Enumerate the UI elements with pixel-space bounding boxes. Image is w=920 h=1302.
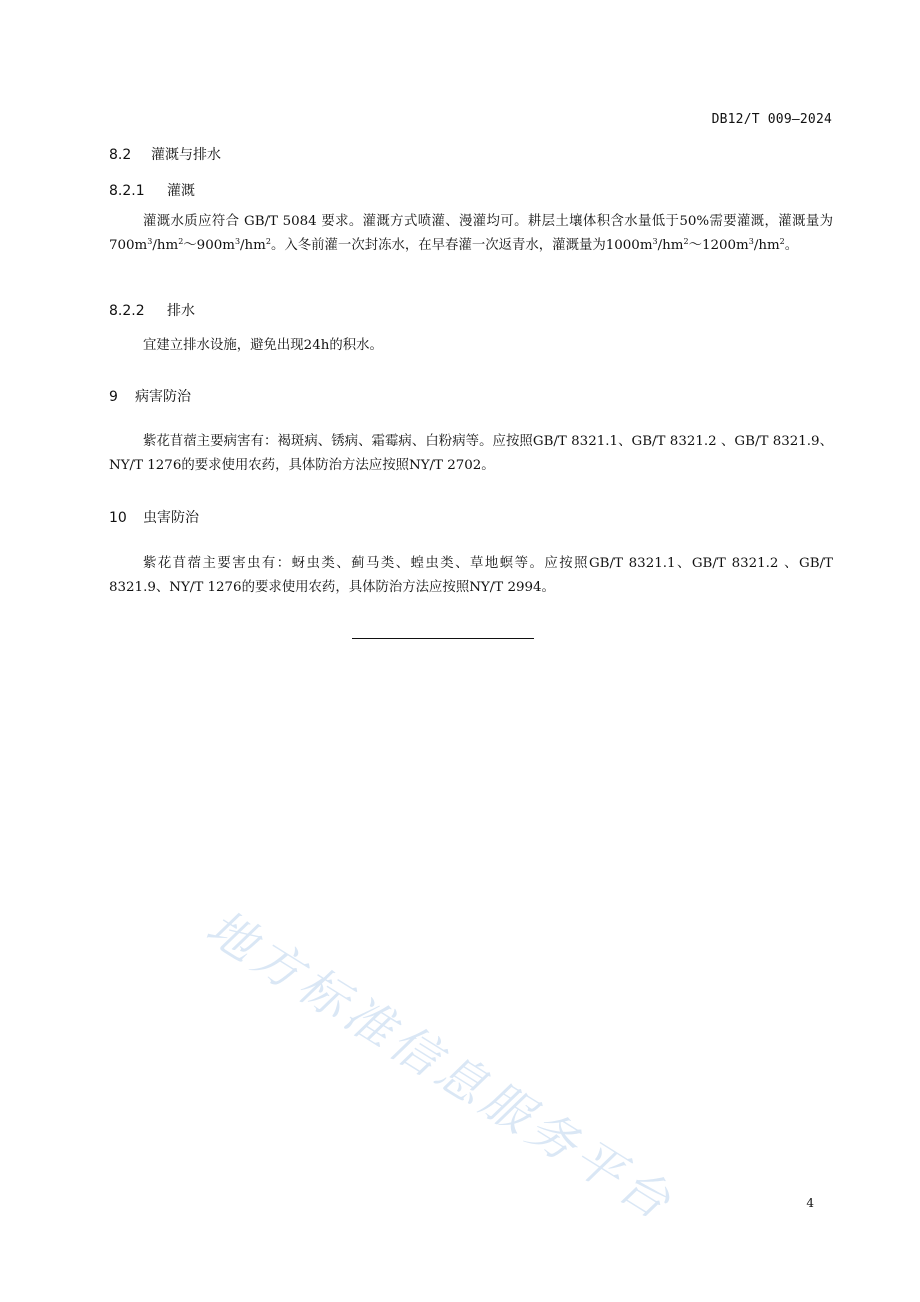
document-code: DB12/T 009—2024 — [711, 112, 832, 127]
heading-title: 灌溉与排水 — [151, 147, 221, 163]
heading-8-2-1 — [109, 180, 195, 200]
paragraph-disease-control: 紫花苜蓿主要病害有：褐斑病、锈病、霜霉病、白粉病等。应按照GB/T 8321.1、GB/T 8321.2 、GB/T 8321.9、NY/T 1276的要求使用农药，具体防治方法应按照NY/T 2702。 — [109, 434, 833, 473]
heading-10 — [109, 507, 199, 527]
heading-title: 虫害防治 — [143, 510, 199, 526]
heading-title: 灌溉 — [167, 183, 195, 199]
paragraph-drainage: 宜建立排水设施，避免出现24h的积水。 — [143, 338, 383, 353]
heading-title: 病害防治 — [135, 389, 191, 405]
watermark-text: 地方标准信息服务平台 — [196, 899, 685, 1233]
end-of-document-rule — [352, 638, 534, 639]
heading-number: 8.2.1 — [109, 183, 145, 199]
heading-number: 8.2.2 — [109, 303, 145, 319]
heading-number: 9 — [109, 389, 118, 405]
heading-number: 10 — [109, 510, 127, 526]
paragraph-pest-control: 紫花苜蓿主要害虫有：蚜虫类、蓟马类、蝗虫类、草地螟等。应按照GB/T 8321.1、GB/T 8321.2 、GB/T 8321.9、NY/T 1276的要求使用农药，具体防治方法应按照NY/T 2994。 — [109, 556, 833, 595]
heading-title: 排水 — [167, 303, 195, 319]
heading-number: 8.2 — [109, 147, 132, 163]
heading-8-2 — [109, 144, 221, 164]
paragraph-irrigation: 灌溉水质应符合 GB/T 5084 要求。灌溉方式喷灌、漫灌均可。耕层土壤体积含水量低于50%需要灌溉，灌溉量为$700m^3/hm^2\sim 900m^3/hm^2$。入冬前灌一次封冻水，在早春灌一次返青水，灌溉量为$1000m^3/hm^2\sim 1200m^3/hm^2$。 — [109, 214, 833, 253]
heading-8-2-2 — [109, 300, 195, 320]
page-number: 4 — [806, 1196, 814, 1210]
heading-9 — [109, 386, 191, 406]
